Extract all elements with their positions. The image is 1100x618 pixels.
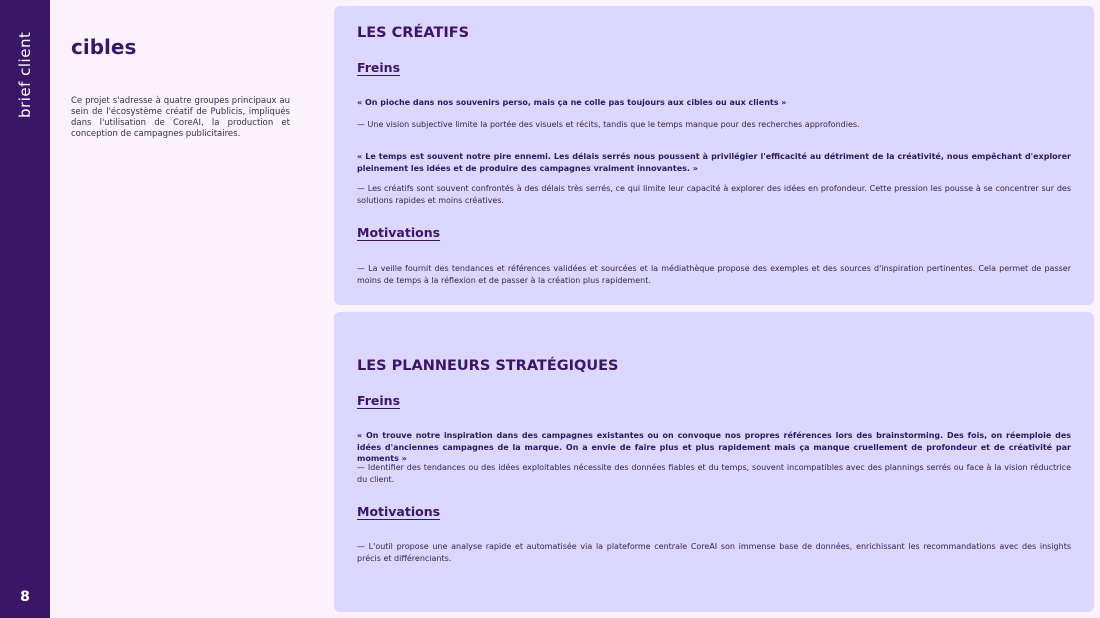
page-title: cibles (71, 35, 137, 59)
page-number: 8 (20, 589, 30, 605)
motivations-text: — La veille fournit des tendances et références validées et sourcées et la médiathèque propose des exemples et des sources d'inspiration pertinentes. Cela permet de passer moins de temps à la réflexion et de passer à la création plus rapidement. (357, 264, 1071, 285)
freins-quote: « Le temps est souvent notre pire ennemi. Les délais serrés nous poussent à privilégier l'efficacité au détriment de la créativité, nous empêchant d'explorer pleinement les idées et de produire des campagnes vraiment innovantes. » (357, 152, 1071, 173)
sidebar (0, 0, 50, 618)
freins-quote: « On trouve notre inspiration dans des campagnes existantes ou on convoque nos propres références lors des brainstorming. Des fois, on réemploie des idées d'anciennes campagnes de la marque. On a envie de faire plus et plus rapidement mais ça manque cruellement de profondeur et de créativité par moments » (357, 431, 1071, 463)
sidebar-label: brief client (16, 31, 34, 118)
motivations-heading: Motivations (357, 225, 441, 240)
intro-paragraph: Ce projet s'adresse à quatre groupes principaux au sein de l'écosystème créatif de Publicis, impliqués dans l'utilisation de CoreAI, la production et conception de campagnes publicitaires. (71, 96, 290, 139)
section-title: LES CRÉATIFS (357, 25, 470, 41)
freins-text: — Les créatifs sont souvent confrontés à des délais très serrés, ce qui limite leur capacité à explorer des idées en profondeur. Cette pression les pousse à se concentrer sur des solutions rapides et moins créatives. (357, 184, 1071, 205)
section-card-creatifs (334, 6, 1094, 305)
freins-text: — Une vision subjective limite la portée des visuels et récits, tandis que le temps manque pour des recherches approfondies. (357, 120, 860, 129)
motivations-text: — L'outil propose une analyse rapide et automatisée via la plateforme centrale CoreAI son immense base de données, enrichissant les recommandations avec des insights précis et différenciants. (357, 542, 1071, 563)
freins-text: — Identifier des tendances ou des idées exploitables nécessite des données fiables et du temps, souvent incompatibles avec des plannings serrés ou face à la vision réductrice du client. (357, 463, 1071, 484)
section-card-planneurs (334, 312, 1094, 612)
freins-quote: « On pioche dans nos souvenirs perso, mais ça ne colle pas toujours aux cibles ou aux clients » (357, 98, 787, 107)
motivations-heading: Motivations (357, 504, 441, 519)
freins-heading: Freins (357, 393, 401, 408)
section-title: LES PLANNEURS STRATÉGIQUES (357, 358, 619, 374)
freins-heading: Freins (357, 60, 401, 75)
